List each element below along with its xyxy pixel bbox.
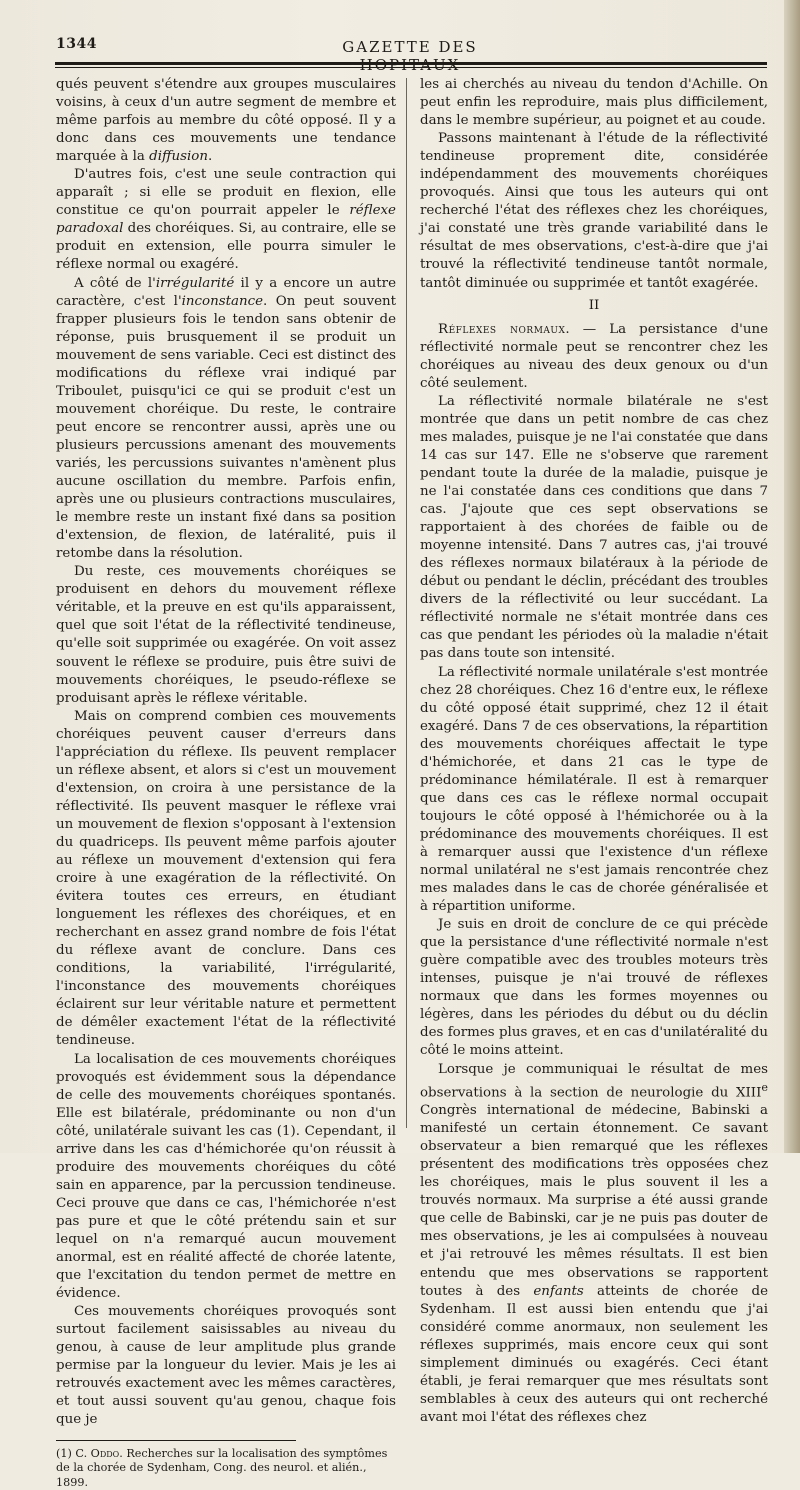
paragraph: Ces mouvements choréiques provoqués sont surtout facilement saisissables au niveau du genou, à cause de leur amplitude plus grande permise par la longueur du levier. Mais je les ai retrouvés exactement avec les mêmes caractères, et tout aussi souvent qu'au genou, chaque fois que je [56, 1304, 396, 1428]
running-head: GAZETTE DES HOPITAUX [342, 38, 478, 74]
header-rule-thick [55, 62, 767, 65]
footnote-rule [56, 1440, 296, 1441]
paragraph: A côté de l'irrégularité il y a encore un autre caractère, c'est l'inconstance. On peut souvent frapper plusieurs fois le tendon sans obtenir de réponse, puis brusquement il se produit un mouvement de sens variable. Ceci est distinct des modifications du réflexe vrai indiqué par Triboulet, puisqu'ici ce qui se produit c'est un mouvement choréique. Du reste, le contraire peut encore se rencontrer aussi, après une ou plusieurs percussions amenant des mouvements variés, les percussions suivantes n'amènent plus aucune oscillation du membre. Parfois enfin, après une ou plusieurs contractions musculaires, le membre reste un instant fixé dans sa position d'extension, de flexion, de latéralité, puis il retombe dans la résolution. [56, 275, 396, 562]
section-number: II [588, 297, 600, 313]
paragraph: Lorsque je communiquai le résultat de mes observations à la section de neurologie du XIIIe Congrès international de médecine, Babinski a manifesté un certain étonnement. Ce savant observateur a bien remarqué que les réflexes présentent des modifications très opposées chez les choréiques, mais le plus souvent il les a trouvés normaux. Ma surprise a été aussi grande que celle de Babinski, car je ne puis pas douter de mes observations, je les ai compulsées à nouveau et j'ai retrouvé les mêmes résultats. Il est bien entendu que mes observations se rapportent toutes à des enfants atteints de chorée de Sydenham. Il est aussi bien entendu que j'ai considéré comme anormaux, non seulement les réflexes supprimés, mais encore ceux qui sont simplement diminués ou exagérés. Ceci étant établi, je ferai remarquer que mes résultats sont semblables à ceux des auteurs qui ont recherché avant moi l'état des réflexes chez [420, 1061, 768, 1425]
binding-edge [784, 0, 800, 1153]
paragraph: La réflectivité normale bilatérale ne s'est montrée que dans un petit nombre de cas chez mes malades, puisque je ne l'ai constatée que dans 14 cas sur 147. Elle ne s'observe que rarement pendant toute la durée de la maladie, puisque je ne l'ai constatée dans ces conditions que dans 7 cas. J'ajoute que ces sept observations se rapportaient à des chorées de faible ou de moyenne intensité. Dans 7 autres cas, j'ai trouvé des réflexes normaux bilatéraux à la période de début ou pendant le déclin, précédant des troubles divers de la réflectivité ou leur succédant. La réflectivité normale ne s'était montrée dans ces cas que pendant les périodes où la maladie n'était pas dans toute son intensité. [420, 393, 768, 662]
paragraph: les ai cherchés au niveau du tendon d'Achille. On peut enfin les reproduire, mais plus difficilement, dans le membre supérieur, au poignet et au coude. [420, 77, 768, 129]
paragraph: Je suis en droit de conclure de ce qui précède que la persistance d'une réflectivité normale n'est guère compatible avec des troubles moteurs très intenses, puisque je n'ai trouvé de réflexes normaux que dans les formes moyennes ou légères, dans les périodes du début ou du déclin des formes plus graves, et en cas d'unilatéralité du côté le moins atteint. [420, 917, 768, 1059]
paragraph: Passons maintenant à l'étude de la réflectivité tendineuse proprement dite, considérée indépendamment des mouvements choréiques provoqués. Ainsi que tous les auteurs qui ont recherché l'état des réflexes chez les choréiques, j'ai constaté une très grande variabilité dans le résultat de mes observations, c'est-à-dire que j'ai trouvé la réflectivité tendineuse tantôt normale, tantôt diminuée ou supprimée et tantôt exagérée. [420, 131, 768, 291]
paragraph: D'autres fois, c'est une seule contraction qui apparaît ; si elle se produit en flexion, elle constitue ce qu'on pourrait appeler le réflexe paradoxal des choréiques. Si, au contraire, elle se produit en extension, elle pourra simuler le réflexe normal ou exagéré. [56, 167, 396, 273]
paragraph: La réflectivité normale unilatérale s'est montrée chez 28 choréiques. Chez 16 d'entre eux, le réflexe du côté opposé était supprimé, chez 12 il était exagéré. Dans 7 de ces observations, la répartition des mouvements choréiques affectait le type d'hémichorée, et dans 21 cas le type de prédominance hémilatérale. Il est à remarquer que dans ces cas le réflexe normal occupait toujours le côté opposé à l'hémichorée ou à la prédominance des mouvements choréiques. Il est à remarquer aussi que l'existence d'un réflexe normal unilatéral ne s'est jamais rencontrée chez mes malades dans le cas de chorée généralisée et à répartition uniforme. [420, 664, 768, 915]
right-column [420, 76, 768, 1427]
paragraph: Mais on comprend combien ces mouvements choréiques peuvent causer d'erreurs dans l'appréciation du réflexe. Ils peuvent remplacer un réflexe absent, et alors si c'est un mouvement d'extension, on croira à une persistance de la réflectivité. Ils peuvent masquer le réflexe vrai un mouvement de flexion s'opposant à l'extension du quadriceps. Ils peuvent même parfois ajouter au réflexe un mouvement d'extension qui fera croire à une exagération de la réflectivité. On évitera toutes ces erreurs, en étudiant longuement les réflexes des choréiques, et en recherchant en assez grand nombre de fois l'état du réflexe avant de conclure. Dans ces conditions, la variabilité, l'irrégularité, l'inconstance des mouvements choréiques éclairent sur leur véritable nature et permettent de démêler exactement l'état de la réflectivité tendineuse. [56, 708, 396, 1049]
column-divider [406, 78, 407, 1128]
header-rule-thin [55, 67, 767, 68]
paragraph: La localisation de ces mouvements choréiques provoqués est évidemment sous la dépendance de celle des mouvements choréiques spontanés. Elle est bilatérale, prédominante ou non d'un côté, unilatérale suivant les cas (1). Cependant, il arrive dans les cas d'hémichorée qu'on réussit à produire des mouvements choréiques du côté sain en apparence, par la percussion tendineuse. Ceci prouve que dans ce cas, l'hémichorée n'est pas pure et que le côté prétendu sain et sur lequel on n'a remarqué aucun mouvement anormal, est en réalité affecté de chorée latente, que l'excitation du tendon permet de mettre en évidence. [56, 1051, 396, 1302]
footnote: (1) C. Oddo. Recherches sur la localisation des symptômes de la chorée de Sydenham, Cong. des neurol. et alién., 1899. [56, 1446, 388, 1489]
paragraph: qués peuvent s'étendre aux groupes musculaires voisins, à ceux d'un autre segment de membre et même parfois au membre du côté opposé. Il y a donc dans ces mouvements une tendance marquée à la diffusion. [56, 77, 396, 165]
page-number: 1344 [56, 36, 97, 52]
paragraph: Du reste, ces mouvements choréiques se produisent en dehors du mouvement réflexe véritable, et la preuve en est qu'ils apparaissent, quel que soit l'état de la réflectivité tendineuse, qu'elle soit supprimée ou exagérée. On voit assez souvent le réflexe se produire, puis être suivi de mouvements choréiques, le pseudo-réflexe se produisant après le réflexe véritable. [56, 564, 396, 706]
left-column [56, 76, 396, 1490]
section-heading: Réflexes normaux [438, 321, 566, 337]
paragraph: Réflexes normaux. — La persistance d'une réflectivité normale peut se rencontrer chez les choréiques au niveau des deux genoux ou d'un côté seulement. [420, 321, 768, 391]
